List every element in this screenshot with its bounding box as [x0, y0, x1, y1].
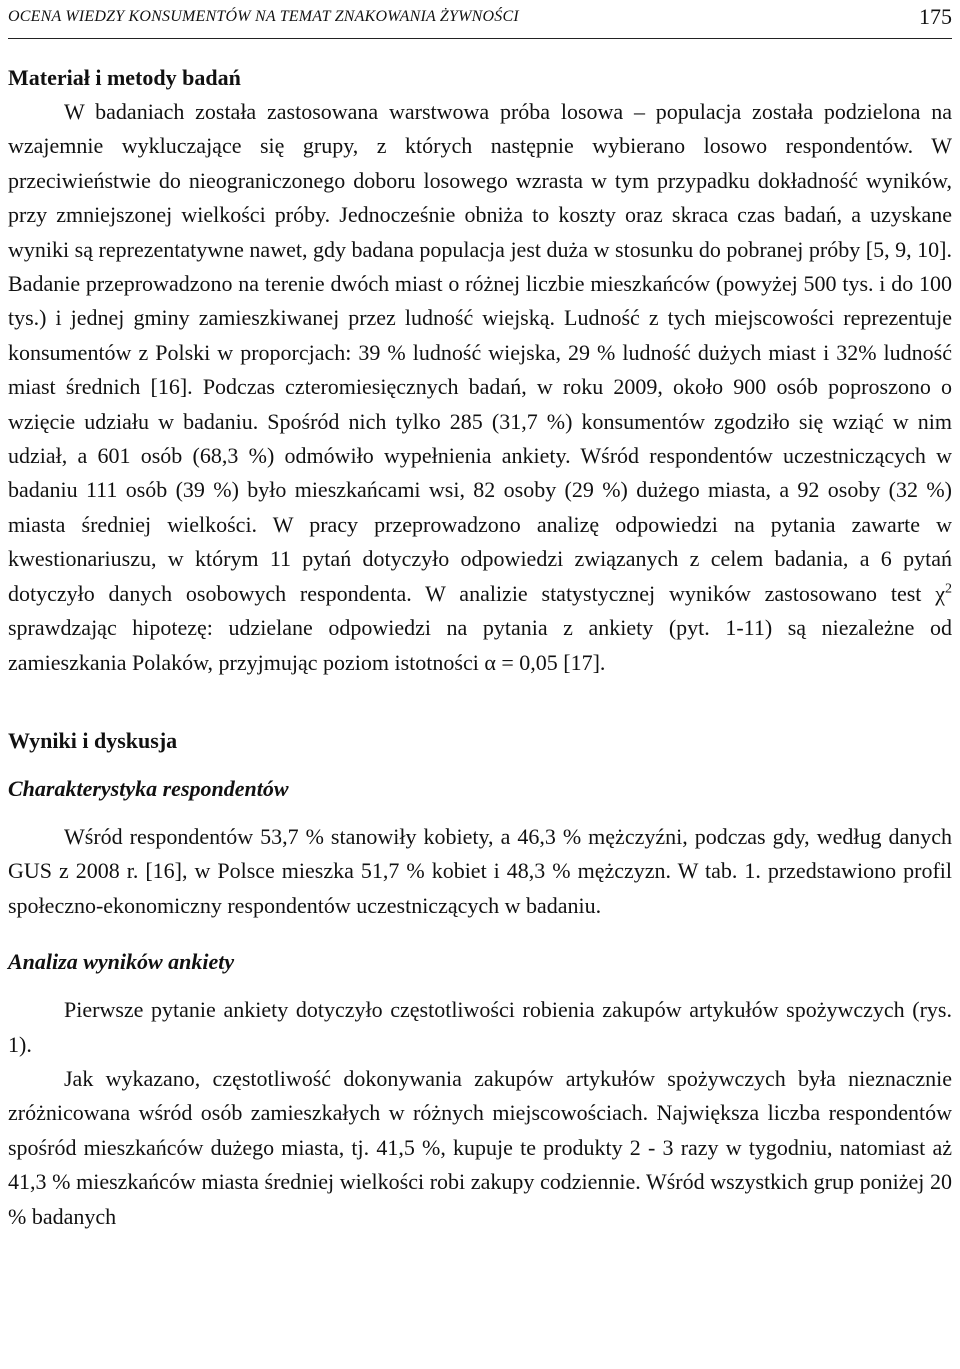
chi-square-superscript: 2	[945, 581, 952, 597]
methods-paragraph-part-1: W badaniach została zastosowana warstwowa próba losowa – populacja została podzielona na wzajemnie wykluczające się grupy, z których następnie wybierano losowo respondentów. W przeciwieństwie do nieograniczonego doboru losowego wzrasta w tym przypadku dokładność wyników, przy zmniejszonej wielkości próby. Jednocześnie obniża to koszty oraz skraca czas badań, a uzyskane wyniki są reprezentatywne nawet, gdy badana populacja jest duża w stosunku do pobranej próby [5, 9, 10]. Badanie przeprowadzono na terenie dwóch miast o różnej liczbie mieszkańców (powyżej 500 tys. i do 100 tys.) i jednej gminy zamieszkiwanej przez ludność wiejską. Ludność z tych miejscowości reprezentuje konsumentów z Polski w proporcjach: 39 % ludność wiejska, 29 % ludność dużych miast i 32% ludność miast średnich [16]. Podczas czteromiesięcznych badań, w roku 2009, około 900 osób poproszono o wzięcie udziału w badaniu. Spośród nich tylko 285 (31,7 %) konsumentów zgodziło się wziąć w nim udział, a 601 osób (68,3 %) odmówiło wypełnienia ankiety. Wśród respondentów uczestniczących w badaniu 111 osób (39 %) było mieszkańcami wsi, 82 osoby (29 %) dużego miasta, a 92 osoby (32 %) miasta średniej wielkości. W pracy przeprowadzono analizę odpowiedzi na pytania zawarte w kwestionariuszu, w którym 11 pytań dotyczyło odpowiedzi związanych z celem badania, a 6 pytań dotyczyło danych osobowych respondenta. W analizie statystycznej wyników zastosowano test χ	[8, 99, 952, 606]
methods-paragraph	[8, 95, 952, 680]
section-heading-methods: Materiał i metody badań	[8, 65, 241, 90]
survey-paragraph-2: Jak wykazano, częstotliwość dokonywania zakupów artykułów spożywczych była nieznacznie zróżnicowana wśród osób zamieszkałych w różnych miejscowościach. Największa liczba respondentów spośród mieszkańców dużego miasta, tj. 41,5 %, kupuje te produkty 2 - 3 razy w tygodniu, natomiast aż 41,3 % mieszkańców miasta średniej wielkości robi zakupy codziennie. Wśród wszystkich grup poniżej 20 % badanych	[8, 1065, 952, 1229]
methods-paragraph-part-2: sprawdzając hipotezę: udzielane odpowiedzi na pytania z ankiety (pyt. 1-11) są niezależne od zamieszkania Polaków, przyjmując poziom istotności α = 0,05 [17].	[8, 615, 952, 675]
document-page	[8, 0, 952, 1234]
respondents-paragraph: Wśród respondentów 53,7 % stanowiły kobiety, a 46,3 % mężczyźni, podczas gdy, według danych GUS z 2008 r. [16], w Polsce mieszka 51,7 % kobiet i 48,3 % mężczyzn. W tab. 1. przedstawiono profil społeczno-ekonomiczny respondentów uczestniczących w badaniu.	[8, 823, 952, 918]
running-title: OCENA WIEDZY KONSUMENTÓW NA TEMAT ZNAKOWANIA ŻYWNOŚCI	[8, 8, 519, 25]
survey-paragraph-1: Pierwsze pytanie ankiety dotyczyło częstotliwości robienia zakupów artykułów spożywczych (rys. 1).	[8, 997, 952, 1057]
subsection-heading-survey-analysis: Analiza wyników ankiety	[8, 949, 235, 975]
section-heading-results: Wyniki i dyskusja	[8, 727, 178, 753]
running-header	[8, 4, 952, 39]
subsection-heading-respondents: Charakterystyka respondentów	[8, 775, 289, 801]
page-number: 175	[919, 4, 952, 29]
